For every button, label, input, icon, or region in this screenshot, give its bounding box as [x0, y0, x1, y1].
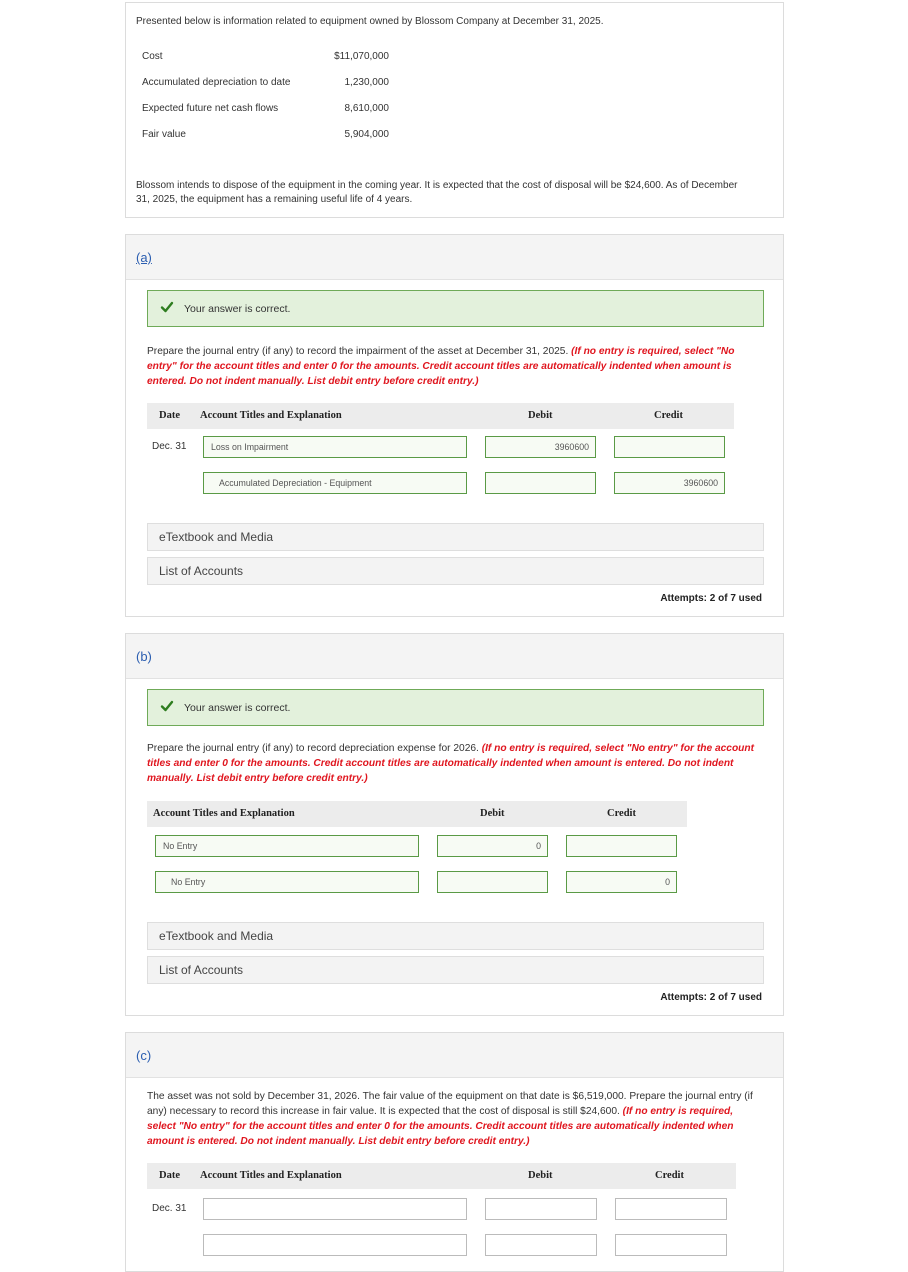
accum-dep-label: Accumulated depreciation to date — [142, 77, 291, 88]
part-b-account-input-2[interactable]: No Entry — [155, 871, 419, 893]
part-c-credit-input-1[interactable] — [615, 1198, 727, 1220]
date-column-header: Date — [159, 1170, 180, 1181]
part-b-success-text: Your answer is correct. — [184, 702, 291, 714]
debit-column-header: Debit — [528, 410, 553, 421]
part-b-instructions: Prepare the journal entry (if any) to record depreciation expense for 2026. (If no entry is required, select "No entry" for the account titles and enter 0 for the amounts. Credit account titles are automatically indented when amount is entered. Do not indent manually. List debit entry before credit entry.) — [147, 743, 755, 784]
part-b-card — [125, 633, 784, 1016]
part-c-account-input-2[interactable] — [203, 1234, 467, 1256]
cost-value: $11,070,000 — [334, 51, 389, 62]
part-a-card — [125, 234, 784, 617]
part-c-debit-input-1[interactable] — [485, 1198, 597, 1220]
part-a-success-text: Your answer is correct. — [184, 303, 291, 315]
part-b-account-input-1[interactable]: No Entry — [155, 835, 419, 857]
part-b-debit-input-1[interactable]: 0 — [437, 835, 548, 857]
credit-column-header: Credit — [607, 808, 636, 819]
credit-column-header: Credit — [654, 410, 683, 421]
part-c-label[interactable]: (c) — [136, 1048, 152, 1063]
part-b-credit-input-1[interactable] — [566, 835, 677, 857]
account-column-header: Account Titles and Explanation — [200, 410, 342, 421]
part-a-attempts: Attempts: 2 of 7 used — [660, 593, 762, 604]
part-c-date: Dec. 31 — [152, 1203, 187, 1214]
problem-note: Blossom intends to dispose of the equipment in the coming year. It is expected that the cost of disposal will be $24,600. As of December 31, 2025, the equipment has a remaining useful life of 4 years. — [136, 180, 738, 205]
part-a-credit-input-2[interactable]: 3960600 — [614, 472, 725, 494]
part-a-label[interactable]: (a) — [136, 250, 152, 265]
cash-flows-label: Expected future net cash flows — [142, 103, 279, 114]
part-b-etextbook-link[interactable]: eTextbook and Media — [147, 922, 764, 950]
part-b-label[interactable]: (b) — [136, 649, 152, 664]
part-b-list-of-accounts-link[interactable]: List of Accounts — [147, 956, 764, 984]
part-c-instructions: The asset was not sold by December 31, 2026. The fair value of the equipment on that date is $6,519,000. Prepare the journal entry (if any) necessary to record this increase in fair value. It is expected that the cost of disposal is still $24,600. (If no entry is required, select "No entry" for the account titles and enter 0 for the amounts. Credit account titles are automatically indented when amount is entered. Do not indent manually. List debit entry before credit entry.) — [147, 1091, 753, 1147]
credit-column-header: Credit — [655, 1170, 684, 1181]
cash-flows-value: 8,610,000 — [344, 103, 389, 114]
fair-value-value: 5,904,000 — [344, 129, 389, 140]
part-b-success-banner — [147, 689, 764, 726]
fair-value-label: Fair value — [142, 129, 186, 140]
part-b-table-header — [147, 801, 687, 827]
part-a-instructions: Prepare the journal entry (if any) to record the impairment of the asset at December 31, 2025. (If no entry is required, select "No entry" for the account titles and enter 0 for the amounts. Credit account titles are automatically indented when amount is entered. Do not indent manually. List debit entry before credit entry.) — [147, 346, 735, 387]
part-c-account-input-1[interactable] — [203, 1198, 467, 1220]
account-column-header: Account Titles and Explanation — [153, 808, 295, 819]
part-a-debit-input-1[interactable]: 3960600 — [485, 436, 596, 458]
check-icon — [160, 300, 174, 314]
cost-label: Cost — [142, 51, 163, 62]
part-a-table-header — [147, 403, 734, 429]
accum-dep-value: 1,230,000 — [344, 77, 389, 88]
debit-column-header: Debit — [528, 1170, 553, 1181]
part-a-success-banner — [147, 290, 764, 327]
part-c-card — [125, 1032, 784, 1272]
date-column-header: Date — [159, 410, 180, 421]
debit-column-header: Debit — [480, 808, 505, 819]
part-c-table-header — [147, 1163, 736, 1189]
part-b-debit-input-2[interactable] — [437, 871, 548, 893]
part-b-credit-input-2[interactable]: 0 — [566, 871, 677, 893]
part-a-etextbook-link[interactable]: eTextbook and Media — [147, 523, 764, 551]
part-b-attempts: Attempts: 2 of 7 used — [660, 992, 762, 1003]
problem-statement-card — [125, 2, 784, 218]
part-a-account-input-2[interactable]: Accumulated Depreciation - Equipment — [203, 472, 467, 494]
part-c-header — [126, 1033, 783, 1078]
problem-heading: Presented below is information related to equipment owned by Blossom Company at December 31, 2025. — [136, 16, 604, 27]
part-a-credit-input-1[interactable] — [614, 436, 725, 458]
part-a-account-input-1[interactable]: Loss on Impairment — [203, 436, 467, 458]
part-b-header — [126, 634, 783, 679]
part-a-date: Dec. 31 — [152, 441, 187, 452]
part-c-debit-input-2[interactable] — [485, 1234, 597, 1256]
part-a-debit-input-2[interactable] — [485, 472, 596, 494]
part-a-list-of-accounts-link[interactable]: List of Accounts — [147, 557, 764, 585]
part-c-credit-input-2[interactable] — [615, 1234, 727, 1256]
part-a-header — [126, 235, 783, 280]
check-icon — [160, 699, 174, 713]
account-column-header: Account Titles and Explanation — [200, 1170, 342, 1181]
